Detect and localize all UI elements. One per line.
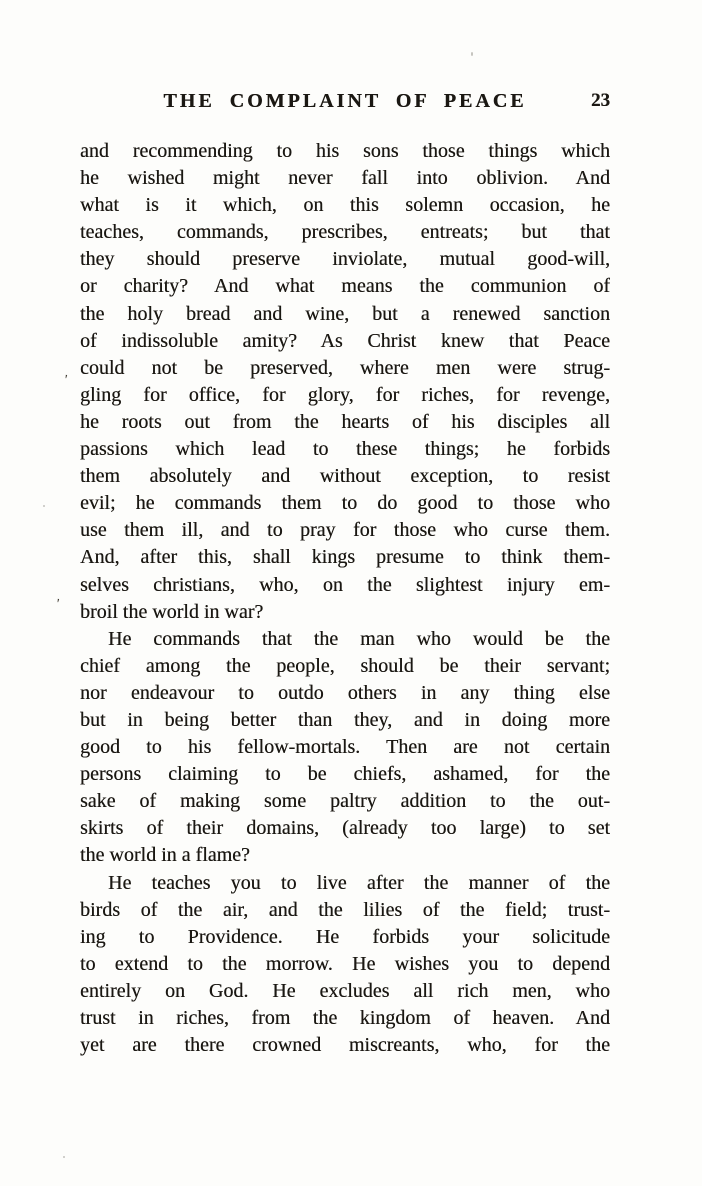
- text-line: of indissoluble amity? As Christ knew that Peace: [80, 329, 610, 352]
- text-line: ing to Providence. He forbids your solicitude: [80, 925, 610, 948]
- paragraph: [80, 870, 610, 1060]
- text-line: he wished might never fall into oblivion. And: [80, 167, 610, 190]
- text-line: trust in riches, from the kingdom of heaven. And: [80, 1007, 610, 1029]
- text-line: and recommending to his sons those things which: [80, 140, 610, 162]
- paragraph: [80, 626, 610, 870]
- text-line: to extend to the morrow. He wishes you to depend: [80, 952, 610, 975]
- scan-speck: [471, 52, 473, 56]
- scan-artifact-mark: ': [62, 372, 69, 389]
- text-line: gling for office, for glory, for riches, for revenge,: [80, 383, 610, 406]
- text-line: he roots out from the hearts of his disciples all: [80, 410, 610, 433]
- text-line: could not be preserved, where men were strug-: [80, 356, 610, 379]
- text-line: nor endeavour to outdo others in any thing else: [80, 681, 610, 704]
- text-line: evil; he commands them to do good to those who: [80, 492, 610, 515]
- running-title: THE COMPLAINT OF PEACE: [163, 90, 527, 112]
- text-line: entirely on God. He excludes all rich men, who: [80, 979, 610, 1002]
- text-line: teaches, commands, prescribes, entreats; but that: [80, 221, 610, 244]
- text-line: passions which lead to these things; he forbids: [80, 438, 610, 461]
- scan-speck: [43, 505, 45, 507]
- text-line: And, after this, shall kings presume to think them-: [80, 546, 610, 569]
- text-line: He commands that the man who would be the: [108, 627, 610, 650]
- scan-artifact-mark: ': [54, 596, 61, 613]
- scan-speck: [63, 1156, 65, 1158]
- text-line: persons claiming to be chiefs, ashamed, for the: [80, 763, 610, 786]
- text-line: selves christians, who, on the slightest injury em-: [80, 573, 610, 596]
- body-text: [80, 138, 610, 1059]
- text-line: good to his fellow-mortals. Then are not certain: [80, 736, 610, 759]
- text-line: use them ill, and to pray for those who curse them.: [80, 519, 610, 542]
- text-line: birds of the air, and the lilies of the field; trust-: [80, 898, 610, 921]
- text-line: them absolutely and without exception, to resist: [80, 465, 610, 488]
- text-line: they should preserve inviolate, mutual good-will,: [80, 248, 610, 271]
- text-line: the world in a flame?: [80, 844, 250, 867]
- text-line: but in being better than they, and in doing more: [80, 708, 610, 731]
- text-line: the holy bread and wine, but a renewed sanction: [80, 302, 610, 325]
- page-header: [80, 90, 610, 118]
- text-line: He teaches you to live after the manner of the: [108, 871, 610, 894]
- text-line: yet are there crowned miscreants, who, for the: [80, 1034, 610, 1057]
- paragraph: [80, 138, 610, 626]
- text-line: chief among the people, should be their servant;: [80, 654, 610, 677]
- text-line: or charity? And what means the communion of: [80, 275, 610, 298]
- text-line: skirts of their domains, (already too large) to set: [80, 817, 610, 840]
- text-line: broil the world in war?: [80, 600, 264, 623]
- text-line: what is it which, on this solemn occasion, he: [80, 194, 610, 217]
- page-number: 23: [591, 90, 610, 111]
- text-line: sake of making some paltry addition to the out-: [80, 790, 610, 813]
